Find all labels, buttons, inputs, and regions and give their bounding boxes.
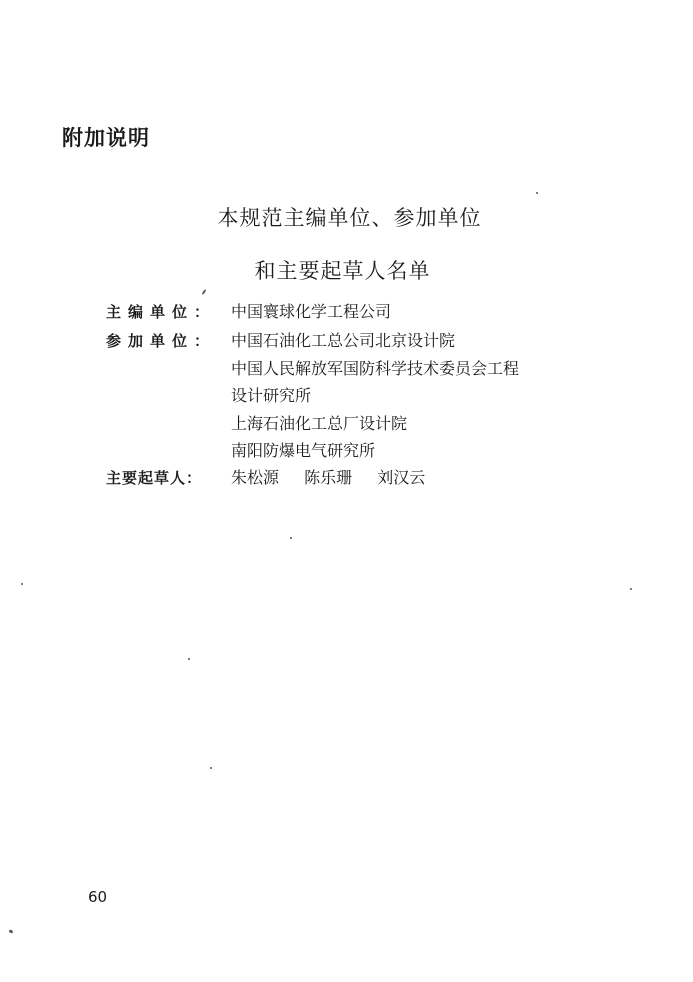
scan-speck: [188, 658, 190, 660]
scan-speck: [9, 929, 14, 934]
participating-unit-row: [0, 357, 693, 383]
participating-units-label: 参加单位：: [106, 332, 217, 350]
title-line-1: 本规范主编单位、参加单位: [217, 206, 482, 230]
chief-unit-label: 主编单位：: [106, 303, 217, 321]
participating-unit-2: 中国人民解放军国防科学技术委员会工程: [231, 359, 520, 378]
title-line-2: 和主要起草人名单: [254, 259, 431, 283]
drafters-label: 主要起草人：: [106, 469, 203, 487]
participating-unit-row: [0, 384, 693, 410]
scan-speck: [21, 583, 23, 585]
scan-speck: [630, 588, 632, 590]
chief-unit-value: 中国寰球化学工程公司: [231, 302, 392, 321]
drafters-names: [231, 466, 445, 490]
participating-units-row: [0, 329, 693, 355]
drafter-name: 刘汉云: [377, 468, 426, 487]
participating-unit-4: 南阳防爆电气研究所: [231, 441, 376, 460]
participating-unit-row: [0, 412, 693, 438]
participating-unit-row: [0, 439, 693, 465]
drafter-name: 朱松源: [231, 468, 280, 487]
participating-unit-2-cont: 设计研究所: [231, 386, 312, 405]
scan-speck: [210, 767, 212, 769]
scan-speck: [536, 192, 538, 194]
page-number: 60: [88, 888, 108, 906]
drafter-name: 陈乐珊: [304, 468, 353, 487]
scan-speck: [201, 289, 206, 295]
scan-speck: [290, 537, 292, 539]
chief-unit-row: [0, 300, 693, 326]
participating-unit-1: 中国石油化工总公司北京设计院: [231, 331, 456, 350]
participating-unit-3: 上海石油化工总厂设计院: [231, 414, 408, 433]
section-heading: 附加说明: [62, 126, 150, 150]
drafters-row: [0, 466, 693, 492]
